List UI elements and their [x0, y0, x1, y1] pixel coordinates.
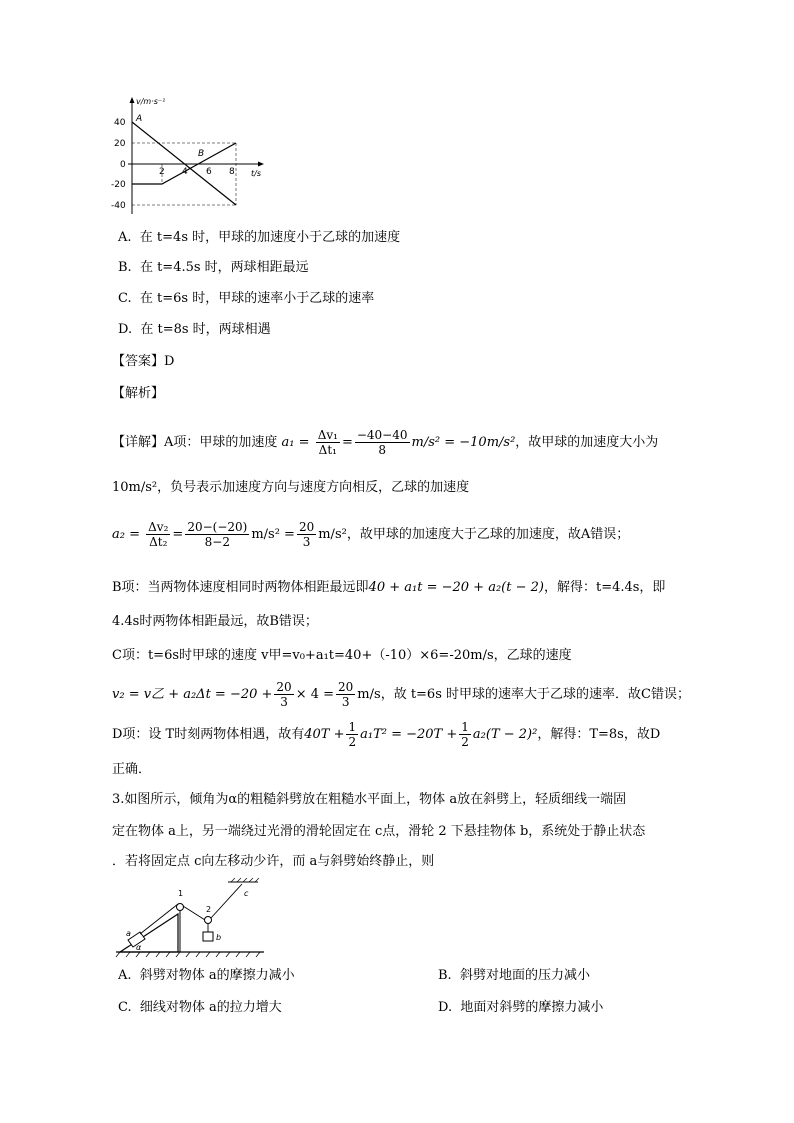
wedge-pulley-figure: [112, 876, 268, 958]
label-b: b: [216, 933, 222, 942]
option-letter: B.: [118, 260, 132, 275]
x-tick-4: 4: [182, 167, 188, 177]
answer-value: D: [164, 354, 175, 369]
answer-label: 【答案】: [112, 354, 165, 369]
option-text: 在 t=4s 时，甲球的加速度小于乙球的加速度: [139, 230, 401, 245]
detail-a-line2: 10m/s²，负号表示加速度方向与速度方向相反，乙球的加速度: [112, 480, 470, 495]
q2-option-d: [118, 320, 271, 340]
q3-option-d: [438, 998, 603, 1018]
option-letter: B.: [438, 968, 452, 983]
line-a-label: A: [136, 114, 143, 124]
analysis-label: 【解析】: [112, 386, 165, 401]
q3-option-a: [118, 966, 295, 986]
y-tick-0: 0: [120, 160, 126, 170]
detail-c-line2: v₂ = v乙 + a₂Δt = −20 + $\frac{20}{3}$ × 4 = $\frac{20}{3}$ m/s，故 t=6s 时甲球的速率大于乙球的速率．故C错误；: [112, 680, 690, 709]
option-letter: A.: [118, 968, 132, 983]
line-b-label: B: [198, 149, 205, 159]
y-tick-40: 40: [114, 118, 126, 128]
option-text: 在 t=8s 时，两球相遇: [140, 322, 271, 337]
q3-stem-line2: 定在物体 a上，另一端绕过光滑的滑轮固定在 c点，滑轮 2 下悬挂物体 b，系统处于静止状态: [112, 824, 646, 839]
x-tick-6: 6: [206, 167, 212, 177]
q2-option-b: [118, 258, 309, 278]
detail-label: 【详解】: [112, 435, 165, 450]
option-text: 斜劈对物体 a的摩擦力减小: [139, 968, 295, 983]
q3-stem-line1: 3.如图所示，倾角为α的粗糙斜劈放在粗糙水平面上，物体 a放在斜劈上，轻质细线一端固: [112, 792, 627, 807]
y-axis-label: v/m·s⁻¹: [136, 97, 166, 106]
y-axis-arrow: [130, 97, 135, 103]
x-axis-label: t/s: [251, 169, 261, 178]
answer-line: [112, 352, 174, 372]
label-a: a: [126, 929, 131, 938]
x-tick-8: 8: [229, 167, 235, 177]
q2-option-c: [118, 289, 374, 309]
detail-a-line1: 【详解】A项：甲球的加速度 a₁ = $\frac{\text{Δv₁}}{\text{Δt₁}}$ = $\frac{-40-40}{8}$ m/s² = −10m/s²，故甲球的加速度大小为: [112, 428, 659, 457]
detail-a-line3: a₂ = $\frac{\text{Δv₂}}{\text{Δt₂}}$ = $\frac{20-(-20)}{8-2}$ m/s² = $\frac{20}{3}$ m/s²，故甲球的加速度大于乙球的加速度，故A错误；: [112, 520, 630, 549]
option-text: 细线对物体 a的拉力增大: [139, 1000, 282, 1015]
label-c: c: [244, 889, 249, 898]
x-axis-arrow: [258, 162, 264, 167]
option-letter: C.: [118, 1000, 132, 1015]
y-tick-20: 20: [114, 139, 126, 149]
y-tick-m20: -20: [111, 180, 126, 190]
option-letter: C.: [118, 291, 132, 306]
option-text: 在 t=6s 时，甲球的速率小于乙球的速率: [139, 291, 375, 306]
vt-graph: [110, 94, 270, 218]
detail-d-line2: 正确．: [112, 762, 152, 777]
q3-stem-line3: ．若将固定点 c向左移动少许，而 a与斜劈始终静止，则: [112, 854, 435, 869]
detail-c-line1: C项：t=6s时甲球的速度 v甲=v₀+a₁t=40+（-10）×6=-20m/s，乙球的速度: [112, 648, 572, 663]
label-pulley1: 1: [178, 889, 184, 898]
option-letter: A.: [118, 230, 132, 245]
option-letter: D.: [438, 1000, 453, 1015]
q2-option-a: [118, 228, 400, 248]
label-pulley2: 2: [206, 905, 212, 914]
string-pulley2-to-c: [211, 884, 242, 918]
option-text: 地面对斜劈的摩擦力减小: [460, 1000, 604, 1015]
detail-b-line1: B项：当两物体速度相同时两物体相距最远即40 + a₁t = −20 + a₂(t − 2)，解得：t=4.4s，即: [112, 580, 666, 595]
block-b: [203, 932, 213, 941]
pulley-2: [205, 917, 212, 924]
detail-b-line2: 4.4s时两物体相距最远，故B错误；: [112, 614, 318, 629]
string-a-to-pulley1: [140, 904, 178, 934]
y-tick-m40: -40: [111, 201, 126, 211]
x-tick-2: 2: [159, 167, 165, 177]
option-letter: D.: [118, 322, 133, 337]
option-text: 斜劈对地面的压力减小: [459, 968, 590, 983]
option-text: 在 t=4.5s 时，两球相距最远: [139, 260, 309, 275]
q3-option-b: [438, 966, 590, 986]
detail-d-line1: D项：设 T时刻两物体相遇，故有40T + $\frac{1}{2}$ a₁T² = −20T + $\frac{1}{2}$ a₂(T − 2)²，解得：T=8s，故D: [112, 720, 661, 749]
label-alpha: α: [136, 943, 142, 952]
q3-option-c: [118, 998, 282, 1018]
string-pulley1-to-pulley2: [183, 906, 205, 920]
